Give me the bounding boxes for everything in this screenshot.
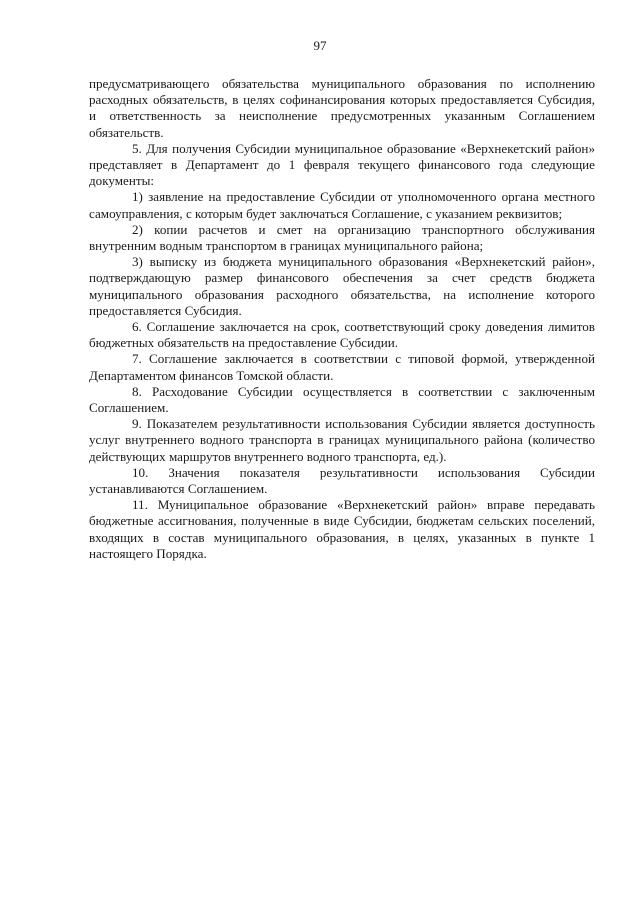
paragraph-item-10: 10. Значения показателя результативности использования Субсидии устанавливаются Соглашением. [89,464,595,497]
paragraph-item-6: 6. Соглашение заключается на срок, соответствующий сроку доведения лимитов бюджетных обязательств на предоставление Субсидии. [89,319,595,351]
paragraph-continuation: предусматривающего обязательства муниципального образования по исполнению расходных обязательств, в целях софинансирования которых предоставляется Субсидия, и ответственность за неисполнение предусмотренных указанным Соглашением обязательств. [89,76,595,140]
paragraph-subitem-2: 2) копии расчетов и смет на организацию транспортного обслуживания внутренним водным транспортом в границах муниципального района; [89,221,595,254]
page-number: 97 [313,38,327,53]
paragraph-item-5: 5. Для получения Субсидии муниципальное образование «Верхнекетский район» представляет в Департамент до 1 февраля текущего финансового года следующие документы: [89,140,595,189]
paragraph-subitem-1: 1) заявление на предоставление Субсидии от уполномоченного органа местного самоуправления, с которым будет заключаться Соглашение, с указанием реквизитов; [89,189,595,221]
paragraph-item-7: 7. Соглашение заключается в соответствии с типовой формой, утвержденной Департаментом финансов Томской области. [89,351,595,383]
paragraph-subitem-3: 3) выписку из бюджета муниципального образования «Верхнекетский район», подтверждающую размер финансового обеспечения за счет средств бюджета муниципального образования расходного обязательства, на исполнение которого предоставляется Субсидия. [89,254,595,318]
paragraph-item-11: 11. Муниципальное образование «Верхнекетский район» вправе передавать бюджетные ассигнования, полученные в виде Субсидии, бюджетам сельских поселений, входящих в состав муниципального образования, в целях, указанных в пункте 1 настоящего Порядка. [89,497,595,561]
paragraph-item-9: 9. Показателем результативности использования Субсидии является доступность услуг внутреннего водного транспорта в границах муниципального района (количество действующих маршрутов внутреннего водного транспорта, ед.). [89,416,595,464]
paragraph-item-8: 8. Расходование Субсидии осуществляется в соответствии с заключенным Соглашением. [89,383,595,416]
document-body [89,76,595,562]
